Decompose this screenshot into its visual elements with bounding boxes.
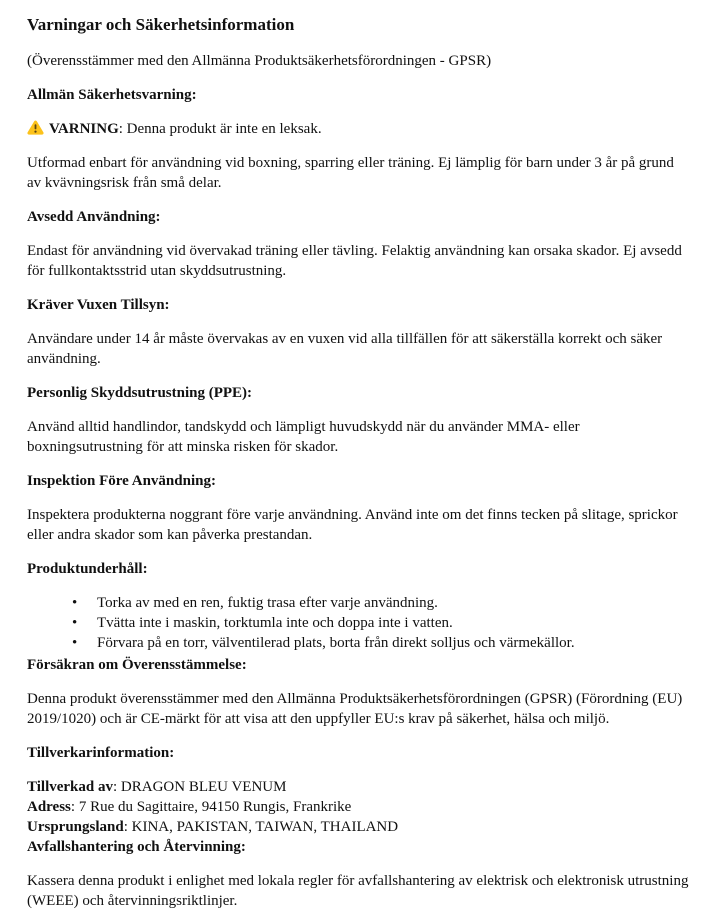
conformity-body: Denna produkt överensstämmer med den Allmänna Produktsäkerhetsförordningen (GPSR) (Förordning (EU) 2019/1020) och är CE-märkt för att visa att den uppfyller EU:s krav på säkerhet, hälsa och miljö.	[27, 691, 683, 727]
manufacturer-heading: Tillverkarinformation:	[27, 745, 175, 761]
warning-text: : Denna produkt är inte en leksak.	[118, 121, 322, 137]
maintenance-bullet-item: • Förvara på en torr, välventilerad plats, borta från direkt solljus och värmekällor.	[72, 633, 690, 653]
inspection-heading: Inspektion Före Användning:	[27, 473, 216, 489]
origin-value: : KINA, PAKISTAN, TAIWAN, THAILAND	[123, 819, 399, 835]
section-intended-use	[27, 207, 690, 281]
adult-supervision-body: Användare under 14 år måste övervakas av en vuxen vid alla tillfällen för att säkerställa korrekt och säker användning.	[27, 331, 663, 367]
maintenance-heading: Produktunderhåll:	[27, 561, 148, 577]
ppe-heading: Personlig Skyddsutrustning (PPE):	[27, 385, 253, 401]
made-by-label: Tillverkad av	[27, 779, 113, 795]
section-manufacturer	[27, 743, 690, 837]
ppe-body: Använd alltid handlindor, tandskydd och lämpligt huvudskydd när du använder MMA- eller boxningsutrustning för att minska risken för skador.	[27, 419, 580, 455]
warning-line	[27, 119, 690, 139]
address-value: : 7 Rue du Sagittaire, 94150 Rungis, Frankrike	[70, 799, 352, 815]
page-title: Varningar och Säkerhetsinformation	[27, 15, 295, 34]
section-adult-supervision	[27, 295, 690, 369]
maintenance-bullet-list	[27, 593, 690, 653]
general-warning-heading: Allmän Säkerhetsvarning:	[27, 87, 197, 103]
section-conformity	[27, 655, 690, 729]
section-disposal	[27, 837, 690, 911]
conformity-heading: Försäkran om Överensstämmelse:	[27, 657, 247, 673]
section-ppe	[27, 383, 690, 457]
manufacturer-origin-line	[27, 817, 690, 837]
maintenance-bullet-item: • Tvätta inte i maskin, torktumla inte och doppa inte i vatten.	[72, 613, 690, 633]
section-general-warning	[27, 85, 690, 193]
inspection-body: Inspektera produkterna noggrant före varje användning. Använd inte om det finns tecken på slitage, sprickor eller andra skador som kan påverka prestandan.	[27, 507, 678, 543]
manufacturer-made-by-line	[27, 777, 690, 797]
section-maintenance	[27, 559, 690, 653]
warning-label: VARNING	[49, 121, 119, 137]
warning-triangle-icon	[27, 120, 44, 135]
disposal-heading: Avfallshantering och Återvinning:	[27, 839, 246, 855]
adult-supervision-heading: Kräver Vuxen Tillsyn:	[27, 297, 170, 313]
intended-use-heading: Avsedd Användning:	[27, 209, 161, 225]
manufacturer-info-block	[27, 777, 690, 837]
general-warning-body: Utformad enbart för användning vid boxning, sparring eller träning. Ej lämplig för barn under 3 år på grund av kvävningsrisk från små delar.	[27, 155, 674, 191]
maintenance-bullet-item: • Torka av med en ren, fuktig trasa efter varje användning.	[72, 593, 690, 613]
manufacturer-address-line	[27, 797, 690, 817]
section-inspection	[27, 471, 690, 545]
origin-label: Ursprungsland	[27, 819, 124, 835]
address-label: Adress	[27, 799, 71, 815]
disposal-body: Kassera denna produkt i enlighet med lokala regler för avfallshantering av elektrisk och elektronisk utrustning (WEEE) och återvinningsriktlinjer.	[27, 873, 689, 909]
intended-use-body: Endast för användning vid övervakad träning eller tävling. Felaktig användning kan orsaka skador. Ej avsedd för fullkontaktsstrid utan skyddsutrustning.	[27, 243, 682, 279]
compliance-note: (Överensstämmer med den Allmänna Produktsäkerhetsförordningen - GPSR)	[27, 53, 492, 69]
made-by-value: : DRAGON BLEU VENUM	[113, 779, 287, 795]
